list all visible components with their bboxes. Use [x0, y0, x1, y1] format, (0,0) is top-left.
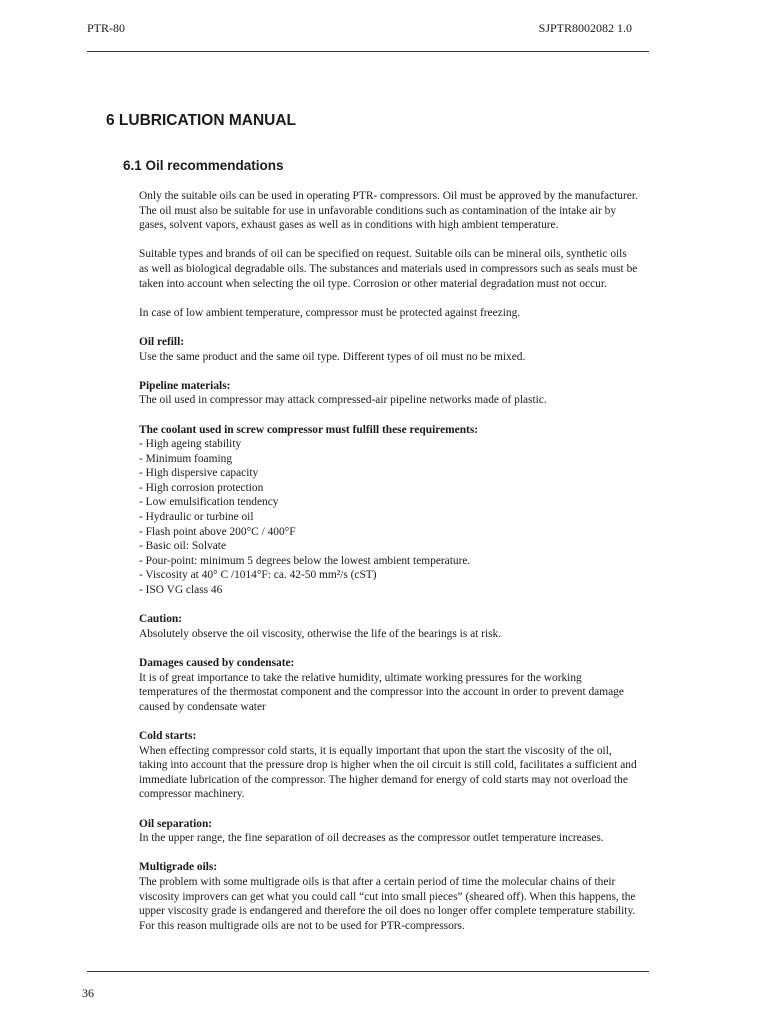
- list-item: - Hydraulic or turbine oil: [139, 511, 254, 524]
- list-item: - Flash point above 200°C / 400°F: [139, 525, 296, 538]
- condensate-heading: Damages caused by condensate:: [139, 657, 295, 669]
- caution-text: Absolutely observe the oil viscosity, otherwise the life of the bearings is at risk.: [139, 627, 502, 640]
- list-item: - Low emulsification tendency: [139, 496, 279, 509]
- section-body: [139, 189, 639, 948]
- oil-separation-text: In the upper range, the fine separation of oil decreases as the compressor outlet temperature increases.: [139, 832, 604, 845]
- multigrade-text: The problem with some multigrade oils is that after a certain period of time the molecular chains of their viscosity improvers can get what you could call “cut into small pieces” (sheared off). When this happens, the upper viscosity grade is endangered and therefore the oil does no longer offer complete temperature stability. For this reason multigrade oils are not to be used for PTR-compressors.: [139, 875, 636, 932]
- condensate-text: It is of great importance to take the relative humidity, ultimate working pressures for the working temperatures of the thermostat component and the compressor into the account in order to prevent damage caused by condensate water: [139, 671, 624, 713]
- list-item: - Pour-point: minimum 5 degrees below the lowest ambient temperature.: [139, 554, 471, 567]
- header-rule: [87, 51, 649, 52]
- multigrade-heading: Multigrade oils:: [139, 861, 218, 874]
- oil-separation-block: [139, 817, 639, 846]
- intro-paragraph-1: Only the suitable oils can be used in operating PTR- compressors. Oil must be approved by the manufacturer. The oil must also be suitable for use in unfavorable conditions such as contamination of the intake air by gases, solvent vapors, exhaust gases as well as in conditions with high ambient temperature.: [139, 190, 638, 232]
- page-number: 36: [82, 986, 94, 1000]
- intro-paragraph-3: In case of low ambient temperature, compressor must be protected against freezing.: [139, 306, 521, 319]
- pipeline-heading: Pipeline materials:: [139, 379, 231, 392]
- footer-rule: [87, 971, 649, 972]
- caution-block: [139, 612, 639, 641]
- cold-starts-heading: Cold starts:: [139, 729, 197, 742]
- list-item: - ISO VG class 46: [139, 584, 223, 597]
- requirements-heading: The coolant used in screw compressor must fulfill these requirements:: [139, 423, 479, 436]
- oil-refill-text: Use the same product and the same oil type. Different types of oil must no be mixed.: [139, 350, 526, 363]
- header-document-id: SJPTR8002082 1.0: [538, 21, 632, 35]
- intro-paragraph-2: Suitable types and brands of oil can be specified on request. Suitable oils can be mineral oils, synthetic oils as well as biological degradable oils. The substances and materials used in compressors such as seals must be taken into account when selecting the oil type. Corrosion or other material degradation must not occur.: [139, 248, 638, 290]
- chapter-title: 6 LUBRICATION MANUAL: [106, 112, 297, 129]
- requirements-list: [139, 437, 639, 598]
- list-item: - High corrosion protection: [139, 481, 264, 494]
- pipeline-text: The oil used in compressor may attack compressed-air pipeline networks made of plastic.: [139, 394, 547, 407]
- section-title: 6.1 Oil recommendations: [123, 158, 284, 173]
- oil-separation-heading: Oil separation:: [139, 817, 213, 830]
- list-item: - High dispersive capacity: [139, 467, 259, 480]
- caution-heading: Caution:: [139, 613, 183, 626]
- multigrade-block: [139, 860, 639, 933]
- condensate-block: [139, 656, 639, 714]
- oil-refill-heading: Oil refill:: [139, 335, 185, 348]
- list-item: - High ageing stability: [139, 438, 242, 451]
- list-item: - Minimum foaming: [139, 452, 233, 465]
- list-item: - Basic oil: Solvate: [139, 540, 226, 553]
- pipeline-block: [139, 379, 639, 408]
- oil-refill-block: [139, 335, 639, 364]
- header-document-code: PTR-80: [87, 21, 126, 35]
- list-item: - Viscosity at 40° C /1014°F: ca. 42-50 mm²/s (cST): [139, 569, 377, 582]
- cold-starts-block: [139, 729, 639, 802]
- cold-starts-text: When effecting compressor cold starts, it is equally important that upon the start the viscosity of the oil, taking into account that the pressure drop is higher when the oil circuit is still cold, facilitates a sufficient and immediate lubrication of the compressor. The higher demand for energy of cold starts may not overload the compressor machinery.: [139, 744, 637, 801]
